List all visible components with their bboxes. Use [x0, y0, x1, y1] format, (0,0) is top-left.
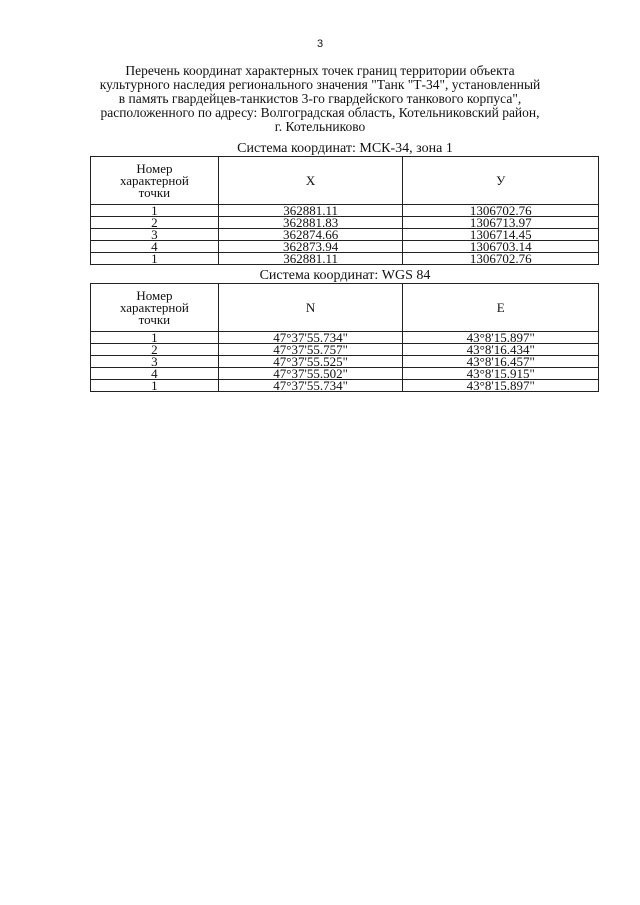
table-caption-msk: Система координат: МСК-34, зона 1: [237, 141, 453, 156]
point-number: 1: [91, 205, 219, 217]
table-header-row: [91, 157, 599, 205]
title-line: культурного наследия регионального значения "Танк "Т-34", установленный: [99, 77, 541, 92]
point-number: 4: [91, 368, 219, 380]
y-value: 1306702.76: [403, 253, 599, 265]
y-value: 1306702.76: [403, 205, 599, 217]
e-value: 43°8'15.915": [403, 368, 599, 380]
coordinates-table-wgs84: [90, 283, 599, 392]
header-line: Номер: [136, 287, 173, 303]
point-number: 1: [91, 253, 219, 265]
e-value: 43°8'16.457": [403, 356, 599, 368]
y-value: 1306703.14: [403, 241, 599, 253]
n-value: 47°37'55.734": [218, 380, 403, 392]
header-line: характерной: [119, 172, 189, 188]
header-x: X: [218, 157, 403, 205]
header-line: характерной: [119, 299, 189, 315]
e-value: 43°8'15.897": [403, 380, 599, 392]
y-value: 1306713.97: [403, 217, 599, 229]
document-title: [95, 64, 545, 134]
x-value: 362873.94: [218, 241, 403, 253]
table-row: [91, 380, 599, 392]
header-n: N: [218, 284, 403, 332]
header-e: E: [403, 284, 599, 332]
n-value: 47°37'55.734": [218, 332, 403, 344]
e-value: 43°8'15.897": [403, 332, 599, 344]
point-number: 2: [91, 217, 219, 229]
title-line: Перечень координат характерных точек границ территории объекта: [125, 63, 515, 78]
header-line: точки: [138, 311, 171, 327]
point-number: 3: [91, 229, 219, 241]
header-point-number: [91, 157, 219, 205]
point-number: 3: [91, 356, 219, 368]
header-point-number: [91, 284, 219, 332]
x-value: 362881.11: [218, 253, 403, 265]
header-line: Номер: [136, 160, 173, 176]
table-row: [91, 253, 599, 265]
e-value: 43°8'16.434": [403, 344, 599, 356]
title-line: г. Котельниково: [274, 119, 366, 134]
x-value: 362881.83: [218, 217, 403, 229]
page-number: 3: [316, 38, 324, 50]
n-value: 47°37'55.525": [218, 356, 403, 368]
point-number: 1: [91, 332, 219, 344]
table-header-row: [91, 284, 599, 332]
point-number: 1: [91, 380, 219, 392]
y-value: 1306714.45: [403, 229, 599, 241]
coordinates-table-msk: [90, 156, 599, 265]
header-y: У: [403, 157, 599, 205]
x-value: 362874.66: [218, 229, 403, 241]
point-number: 2: [91, 344, 219, 356]
point-number: 4: [91, 241, 219, 253]
n-value: 47°37'55.502": [218, 368, 403, 380]
n-value: 47°37'55.757": [218, 344, 403, 356]
title-line: расположенного по адресу: Волгоградская область, Котельниковский район,: [100, 105, 540, 120]
header-line: точки: [138, 184, 171, 200]
table-caption-wgs84: Система координат: WGS 84: [259, 268, 431, 283]
x-value: 362881.11: [218, 205, 403, 217]
title-line: в память гвардейцев-танкистов 3-го гвардейского танкового корпуса",: [118, 91, 522, 106]
